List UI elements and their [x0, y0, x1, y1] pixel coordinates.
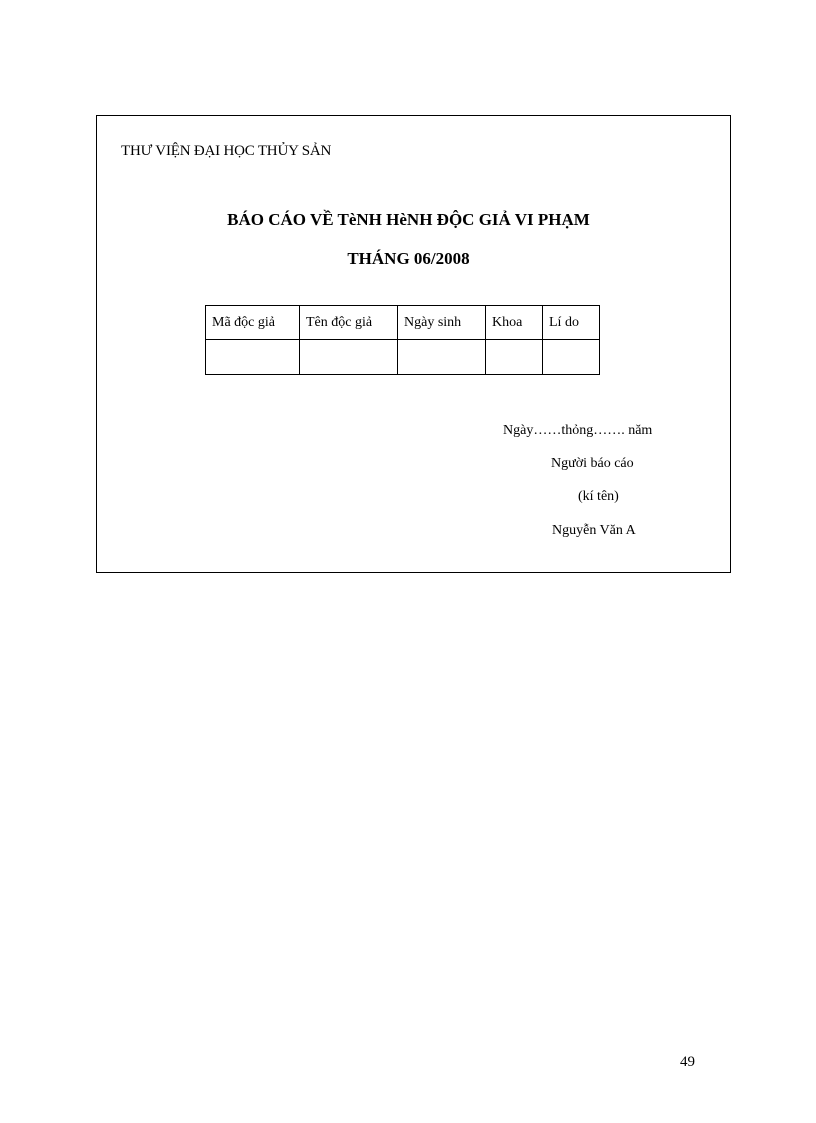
report-subtitle: THÁNG 06/2008: [347, 249, 470, 268]
signature-role: Người báo cáo: [551, 456, 634, 471]
table-cell: [300, 340, 398, 375]
header-birth-date: Ngày sinh: [398, 306, 486, 340]
report-form-frame: [96, 115, 731, 573]
signature-note: (kí tên): [578, 489, 619, 504]
header-reason: Lí do: [543, 306, 600, 340]
signature-date-line: Ngày……thỏng……. năm: [503, 423, 653, 438]
organization-name: THƯ VIỆN ĐẠI HỌC THỦY SẢN: [121, 143, 332, 159]
header-reader-name: Tên độc giả: [300, 306, 398, 340]
table-cell: [486, 340, 543, 375]
page-number: 49: [680, 1054, 695, 1070]
header-faculty: Khoa: [486, 306, 543, 340]
table-cell: [398, 340, 486, 375]
report-title: BÁO CÁO VỀ TèNH HèNH ĐỘC GIẢ VI PHẠM: [227, 210, 590, 229]
header-reader-id: Mã độc giả: [206, 306, 300, 340]
table-cell: [206, 340, 300, 375]
violators-table: [205, 305, 600, 375]
table-cell: [543, 340, 600, 375]
table-header-row: [206, 306, 600, 340]
signer-name: Nguyễn Văn A: [552, 523, 636, 538]
table-row: [206, 340, 600, 375]
